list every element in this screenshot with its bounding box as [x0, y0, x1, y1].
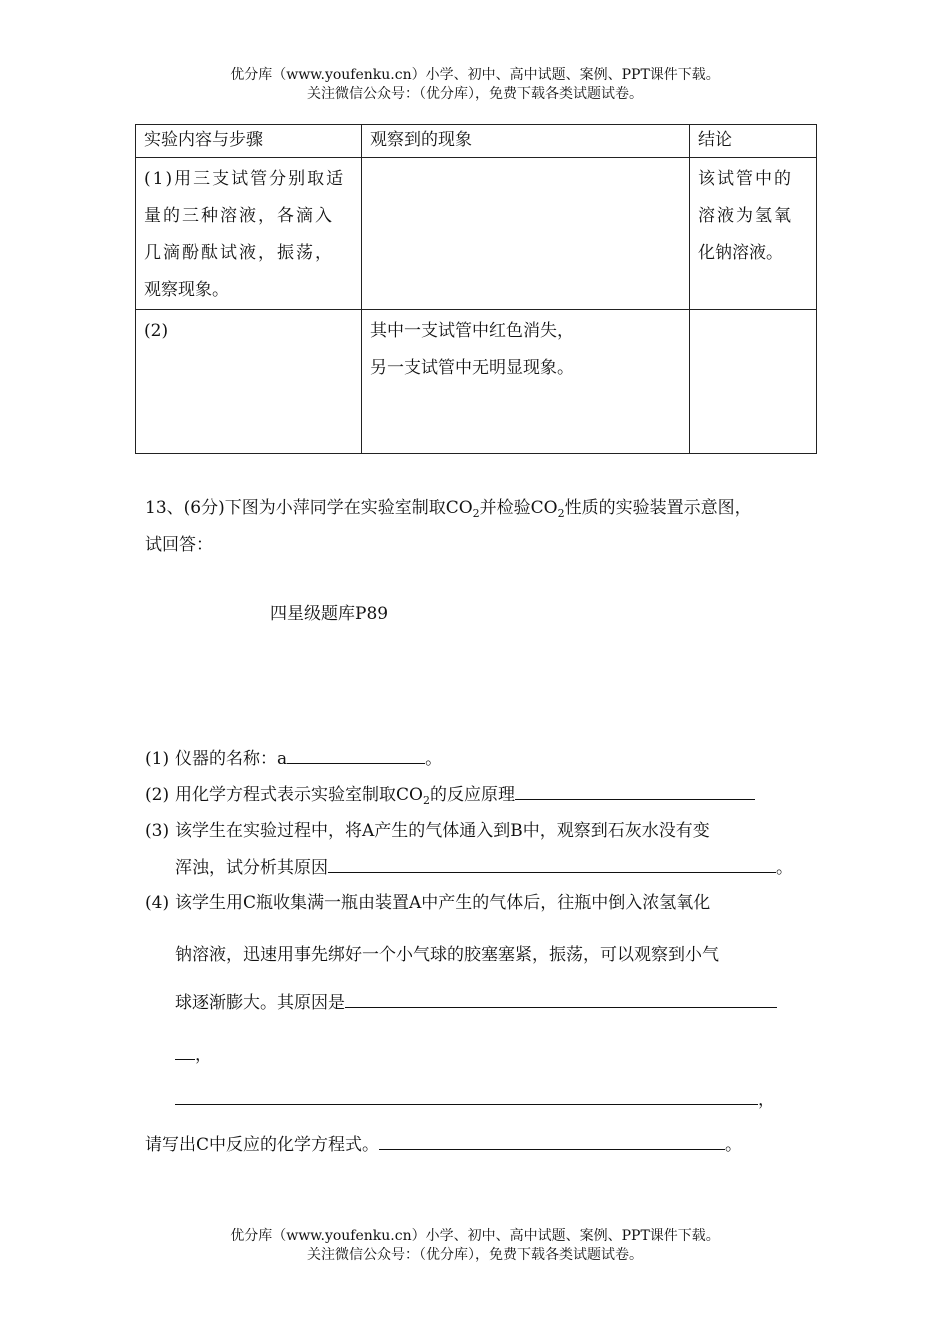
- cell-observation-2: [362, 310, 690, 454]
- conclusion-line: 溶液为氢氧: [698, 206, 793, 226]
- cell-conclusion-2: [690, 310, 817, 454]
- answer-blank[interactable]: [175, 1086, 758, 1105]
- punctuation: 。: [425, 749, 443, 769]
- subquestion-1: [145, 744, 442, 769]
- cell-observation-1: [362, 158, 690, 310]
- subquestion-text: 仪器的名称：a: [175, 749, 288, 769]
- subquestion-text: 浑浊，试分析其原因: [175, 858, 328, 878]
- punctuation: 。: [776, 858, 793, 878]
- header-line-1: 优分库（www.youfenku.cn）小学、初中、高中试题、案例、PPT课件下载。: [230, 67, 720, 83]
- intro-text: 13、(6分)下图为小萍同学在实验室制取CO: [145, 498, 473, 518]
- conclusion-line: 该试管中的: [698, 169, 793, 189]
- answer-blank[interactable]: [379, 1131, 725, 1150]
- table-row: [136, 158, 817, 310]
- subquestion-text: 该学生用C瓶收集满一瓶由装置A中产生的气体后，往瓶中倒入浓氢氧化: [175, 893, 711, 913]
- subquestion-text: 用化学方程式表示实验室制取CO: [175, 785, 423, 805]
- answer-blank[interactable]: [328, 854, 776, 873]
- intro-text: 性质的实验装置示意图，: [564, 498, 752, 518]
- subquestion-2: [145, 780, 755, 805]
- page-footer: [0, 1227, 950, 1265]
- punctuation: ，: [758, 1090, 775, 1110]
- step-1-line: 量的三种溶液，各滴入: [144, 206, 334, 226]
- final-question: [145, 1130, 742, 1155]
- page-header: [0, 66, 950, 104]
- header-cell-observation: 观察到的现象: [362, 125, 690, 158]
- question-13-intro: [145, 496, 752, 522]
- answer-blank[interactable]: [287, 745, 425, 764]
- footer-line-1: 优分库（www.youfenku.cn）小学、初中、高中试题、案例、PPT课件下载。: [230, 1228, 720, 1244]
- subquestion-number: (4): [145, 893, 170, 913]
- observation-line: 其中一支试管中红色消失，: [370, 321, 574, 341]
- subquestion-number: (2): [145, 785, 170, 805]
- subquestion-text: 该学生在实验过程中，将A产生的气体通入到B中，观察到石灰水没有变: [175, 821, 710, 841]
- subscript-2: 2: [472, 507, 480, 520]
- figure-reference: 四星级题库P89: [270, 604, 389, 624]
- punctuation: ，: [195, 1045, 212, 1065]
- header-line-2: 关注微信公众号：（优分库），免费下载各类试题试卷。: [307, 86, 643, 102]
- cell-step-2: (2): [136, 310, 362, 454]
- conclusion-line: 化钠溶液。: [698, 243, 783, 263]
- cell-conclusion-1: [690, 158, 817, 310]
- step-1-line: 几滴酚酞试液，振荡，: [144, 243, 334, 263]
- subquestion-4-line4: [175, 1040, 212, 1065]
- experiment-table: [135, 124, 817, 454]
- footer-line-2: 关注微信公众号：（优分库），免费下载各类试题试卷。: [307, 1247, 643, 1263]
- answer-blank[interactable]: [515, 781, 755, 800]
- answer-blank[interactable]: [175, 1041, 195, 1060]
- subquestion-number: (3): [145, 821, 170, 841]
- punctuation: 。: [725, 1135, 743, 1155]
- header-cell-conclusion: 结论: [690, 125, 817, 158]
- subquestion-3: [145, 816, 710, 841]
- table-row: [136, 310, 817, 454]
- subquestion-text: 的反应原理: [429, 785, 515, 805]
- subquestion-number: (1): [145, 749, 170, 769]
- step-1-line: 观察现象。: [144, 280, 229, 300]
- intro-text: 并检验CO: [479, 498, 558, 518]
- subscript-2: 2: [557, 507, 565, 520]
- cell-step-1: [136, 158, 362, 310]
- step-1-line: (1)用三支试管分别取适: [144, 169, 346, 189]
- subquestion-4-line5: [175, 1085, 775, 1110]
- final-question-text: 请写出C中反应的化学方程式。: [145, 1135, 380, 1155]
- table-header-row: [136, 125, 817, 158]
- subquestion-text: 球逐渐膨大。其原因是: [175, 993, 345, 1013]
- subquestion-3-line2: [175, 853, 793, 878]
- header-cell-steps: 实验内容与步骤: [136, 125, 362, 158]
- subquestion-4-line2: 钠溶液，迅速用事先绑好一个小气球的胶塞塞紧，振荡，可以观察到小气: [175, 945, 719, 965]
- question-13-intro-line2: 试回答：: [145, 535, 213, 555]
- subquestion-4-line3: [175, 988, 777, 1013]
- observation-line: 另一支试管中无明显现象。: [370, 358, 574, 378]
- subquestion-4: [145, 888, 710, 913]
- subscript-2: 2: [422, 794, 430, 807]
- answer-blank[interactable]: [345, 989, 777, 1008]
